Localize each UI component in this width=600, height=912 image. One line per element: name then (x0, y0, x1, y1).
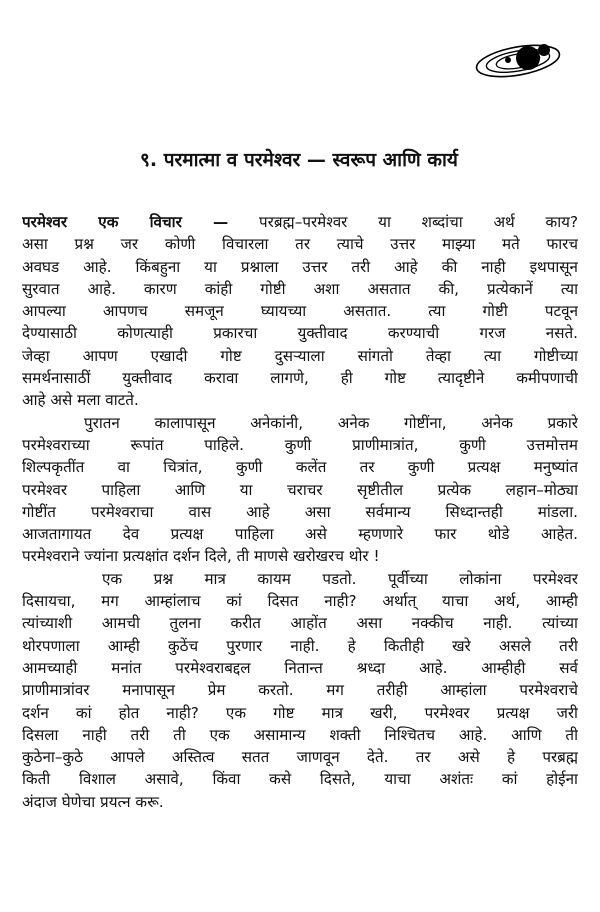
text-line: आजतागायत देव प्रत्यक्ष पाहिला असे म्हणणारे फार थोडे आहेत. (22, 525, 578, 544)
text-line: परमेश्वर एक विचार — परब्रह्म–परमेश्वर या शब्दांचा अर्थ काय? (22, 213, 578, 231)
section-lead: परमेश्वर एक विचार — (22, 213, 229, 231)
text-line: पुरातन कालापासून अनेकांनी, अनेक गोष्टींना, अनेक प्रकारे (84, 413, 578, 432)
atom-orbit-icon (472, 30, 564, 92)
text-line: आमच्याही मनांत परमेश्वराबद्दल नितान्त श्रध्दा आहे. आम्हीही सर्व (22, 658, 578, 677)
text-line: समर्थनासाठीं युक्तीवाद करावा लागणे, ही गोष्ट त्यादृष्टीने कमीपणाची (22, 369, 578, 388)
text-line: सुरवात आहे. कारण कांही गोष्टी अशा असतात की, प्रत्येकानें त्या (22, 279, 578, 298)
text-line: गोष्टींत परमेश्वराचा वास आहे असा सर्वमान्य सिध्दान्तही मांडला. (22, 502, 578, 521)
chapter-title: ९. परमात्मा व परमेश्वर — स्वरूप आणि कार्य (140, 149, 458, 171)
text-line: थोरपणाला आम्ही कुठेंच पुरणार नाही. हे कितीही खरे असले तरी (22, 636, 578, 655)
text-line: अवघड आहे. किंबहुना या प्रश्नाला उत्तर तरी आहे की नाही इथपासून (22, 257, 578, 276)
text-line: परमेश्वराने ज्यांना प्रत्यक्षांत दर्शन दिले, ती माणसे खरोखरच थोर ! (22, 547, 380, 566)
text-line: दिसला नाही तरी ती एक असामान्य शक्ती निश्चितच आहे. आणि ती (22, 725, 578, 744)
text-line: प्राणीमात्रांवर मनापासून प्रेम करतो. मग तरीही आम्हांला परमेश्वराचे (22, 681, 578, 700)
text-line: आहे असे मला वाटते. (22, 391, 139, 410)
text-line: परमेश्वर पाहिला आणि या चराचर सृष्टीतील प्रत्येक लहान–मोठ्या (22, 480, 578, 499)
text-line: जेव्हा आपण एखादी गोष्ट दुसऱ्याला सांगतो तेव्हा त्या गोष्टीच्या (22, 346, 578, 365)
text-line: दिसायचा, मग आम्हांलाच कां दिसत नाही? अर्थात् याचा अर्थ, आम्ही (22, 592, 578, 611)
text-line: एक प्रश्न मात्र कायम पडतो. पूर्वीच्या लोकांना परमेश्वर (102, 569, 578, 588)
text-line: दर्शन कां होत नाही? एक गोष्ट मात्र खरी, परमेश्वर प्रत्यक्ष जरी (22, 703, 578, 722)
text-line: त्यांच्याशी आमची तुलना करीत आहोंत असा नक्कीच नाही. त्यांच्या (22, 614, 578, 633)
text-line: किती विशाल असावे, किंवा कसे दिसते, याचा अशंतः कां होईना (22, 770, 578, 789)
text-line: परमेश्वराच्या रूपांत पाहिले. कुणी प्राणीमात्रांत, कुणी उत्तमोत्तम (22, 435, 578, 454)
text-line: असा प्रश्न जर कोणी विचारला तर त्याचे उत्तर माझ्या मते फारच (22, 235, 578, 254)
text-line: कुठेना–कुठे आपले अस्तित्व सतत जाणवून देते. तर असे हे परब्रह्म (22, 748, 578, 767)
body-text (22, 211, 578, 813)
text-line: आपल्या आपणच समजून घ्यायच्या असतात. त्या गोष्टी पटवून (22, 302, 578, 321)
text-line: देण्यासाठी कोणत्याही प्रकारचा युक्तीवाद करण्याची गरज नसते. (22, 324, 578, 343)
text-line: अंदाज घेणेचा प्रयत्न करू. (22, 792, 164, 811)
text-line: शिल्पकृतींत वा चित्रांत, कुणी कलेंत तर कुणी प्रत्यक्ष मनुष्यांत (22, 458, 578, 477)
